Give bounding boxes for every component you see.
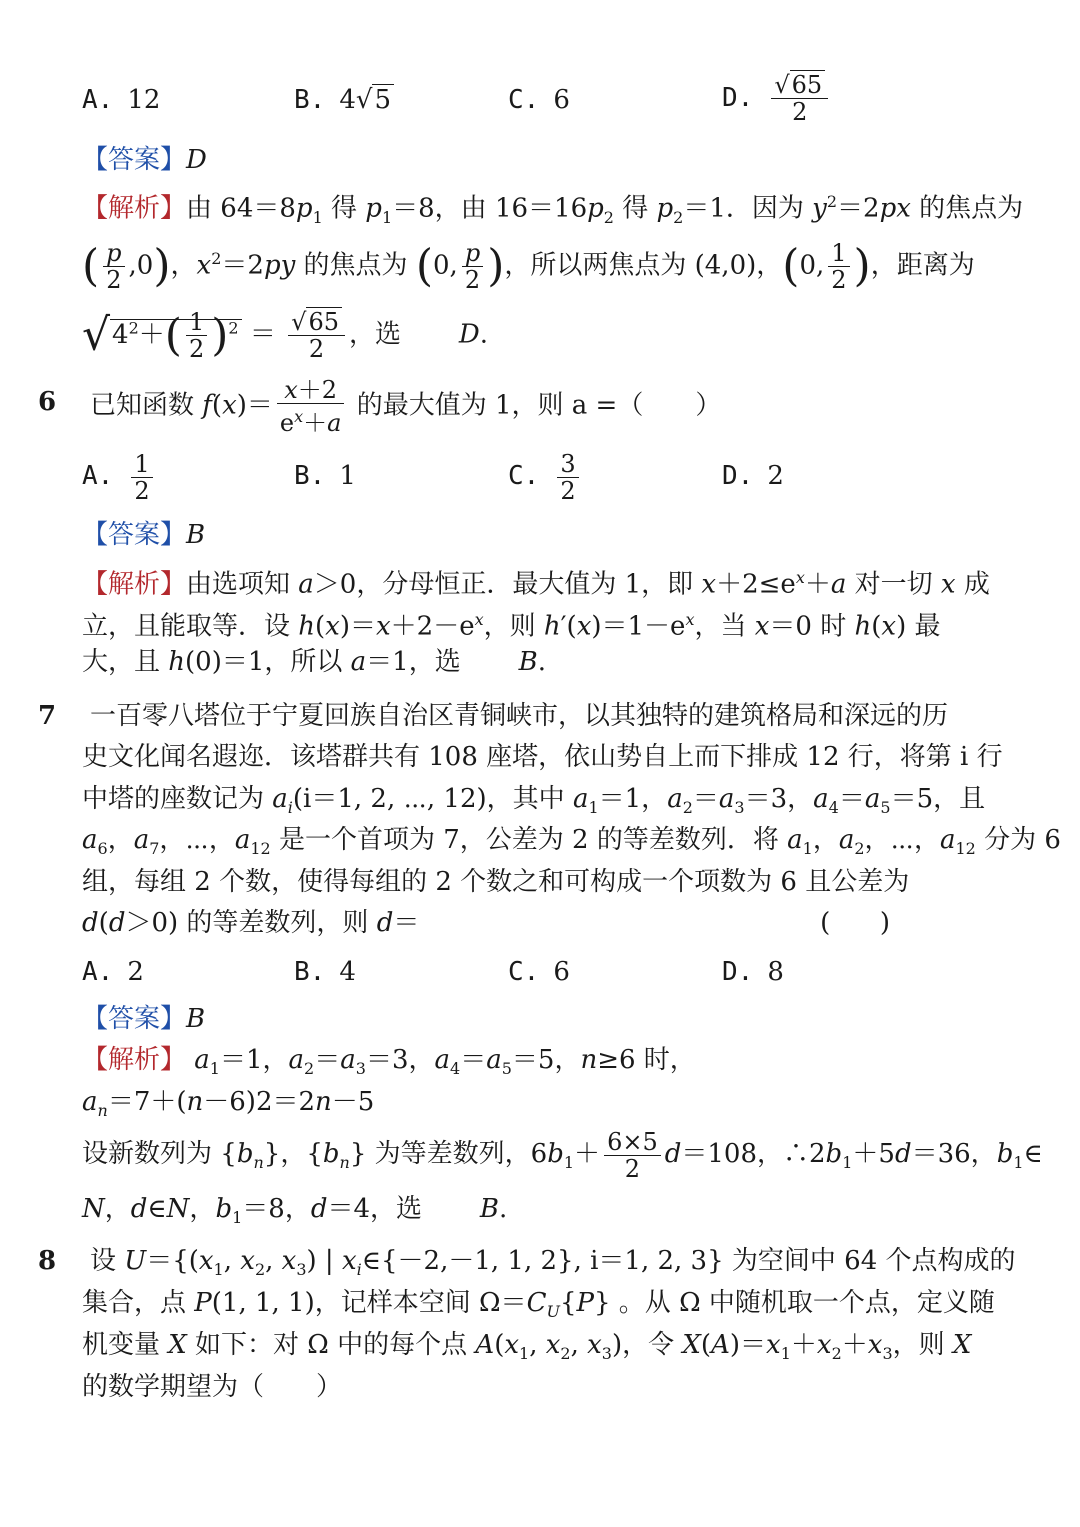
q8-stem-line-3: 机变量 X 如下：对 Ω 中的每个点 $A(x_1$, $x_2$, $x_3$)，令 $X(A)=x_1+x_2+x_3$，则 X (82, 1330, 972, 1364)
q6-analysis-line-2: 立，且能取等．设 $h(x)=x+2-e^x$，则 $h'(x)=1-e^x$，当 x＝0 时 h(x) 最 (82, 610, 941, 642)
q7-option-c: C. 6 (508, 957, 570, 987)
q8-stem-line-2: 集合，点 P(1, 1, 1)，记样本空间 $\Omega=C_U\{P\}$ 。从 Ω 中随机取一个点，定义随 (82, 1288, 995, 1322)
q6-stem: 已知函数 f(x)＝ $\frac{x+2}{e^x+a}$ 的最大值为 1，则 a =（ ） (90, 376, 722, 437)
q5-option-d: D. $\frac{√65}{2}$ (722, 72, 832, 125)
q7-stem-line-6: d(d＞0) 的等差数列，则 d＝ ( ) (82, 908, 890, 938)
q5-analysis-line-1: 【解析】由 $64=8p_1$ 得 $p_1=8$，由 $16=16p_2$ 得 $p_2=1$．因为 $y^2=2px$ 的焦点为 (82, 192, 1024, 227)
q6-answer: 【答案】B (82, 520, 206, 550)
q7-answer: 【答案】B (82, 1004, 206, 1034)
q6-option-c: C. $\frac{3}{2}$ (508, 450, 583, 504)
q5-analysis-line-3: $√4^2+$( $\frac{1}{2}$ )$^2$ ＝ $\frac{√65}{2}$ ，选 D. (82, 308, 488, 364)
q7-option-d: D. 8 (722, 957, 784, 987)
q7-stem-line-3: 中塔的座数记为 $a_i(i=1$, 2, ⋯, 12)，其中 $a_1=1$，$a_2=a_3=3$，$a_4=a_5=5$，且 (82, 784, 986, 818)
q8-stem-line-1: 设 $U=\{(x_1$, $x_2$, $x_3$) | $x_i\in\{-2,-1$, 1, 2}, i＝1, 2, 3} 为空间中 64 个点构成的 (90, 1246, 1016, 1280)
q5-option-b: B. 4√5 (294, 83, 394, 117)
q7-analysis-line-3: 设新数列为 $\{b_n\}$，$\{b_n\}$ 为等差数列，$6b_1+$ $\frac{6\times 5}{2}$ d＝108，$\therefore 2b_1+5d=36$，$b_1\in$ (82, 1127, 1043, 1183)
q6-number: 6 (38, 387, 57, 417)
q7-analysis-line-2: $a_n=7+(n-6)2=2n-5$ (82, 1087, 375, 1121)
q5-option-a: A. 12 (82, 85, 161, 115)
q7-analysis-line-4: N，d∈N，$b_1=8$，d＝4，选 B. (82, 1194, 508, 1228)
q5-option-c: C. 6 (508, 85, 570, 115)
q7-stem-line-4: $a_6$，$a_7$，⋯，$a_{12}$ 是一个首项为 7，公差为 2 的等差数列．将 $a_1$，$a_2$，⋯，$a_{12}$ 分为 6 (82, 825, 1061, 859)
q7-stem-line-2: 史文化闻名遐迩．该塔群共有 108 座塔，依山势自上而下排成 12 行，将第 i 行 (82, 742, 1003, 772)
q6-option-a: A. $\frac{1}{2}$ (82, 450, 157, 504)
q6-option-b: B. 1 (294, 461, 356, 491)
q6-analysis-line-3: 大，且 h(0)＝1，所以 a＝1，选 B. (82, 647, 546, 677)
q7-analysis-line-1: 【解析】 $a_1=1$，$a_2=a_3=3$，$a_4=a_5=5$，n≥6 时， (82, 1045, 696, 1079)
q7-number: 7 (38, 701, 57, 731)
q7-stem-line-5: 组，每组 2 个数，使得每组的 2 个数之和可构成一个项数为 6 且公差为 (82, 867, 910, 897)
q7-stem-line-1: 一百零八塔位于宁夏回族自治区青铜峡市，以其独特的建筑格局和深远的历 (90, 701, 949, 731)
q8-stem-line-4: 的数学期望为（ ） (82, 1372, 343, 1402)
q8-number: 8 (38, 1246, 57, 1276)
q6-analysis-line-1: 【解析】由选项知 a＞0，分母恒正．最大值为 1，即 $x+2\le e^x+a$ 对一切 x 成 (82, 568, 990, 600)
q5-analysis-line-2: ( $\frac{p}{2}$ ,0)，$x^2=2py$ 的焦点为 (0, $\frac{p}{2}$ )，所以两焦点为 (4,0)，(0, $\frac{1}{2}$ )，距离为 (82, 239, 975, 295)
q7-option-a: A. 2 (82, 957, 144, 987)
q6-option-d: D. 2 (722, 461, 784, 491)
q5-answer: 【答案】D (82, 145, 207, 175)
q7-option-b: B. 4 (294, 957, 356, 987)
